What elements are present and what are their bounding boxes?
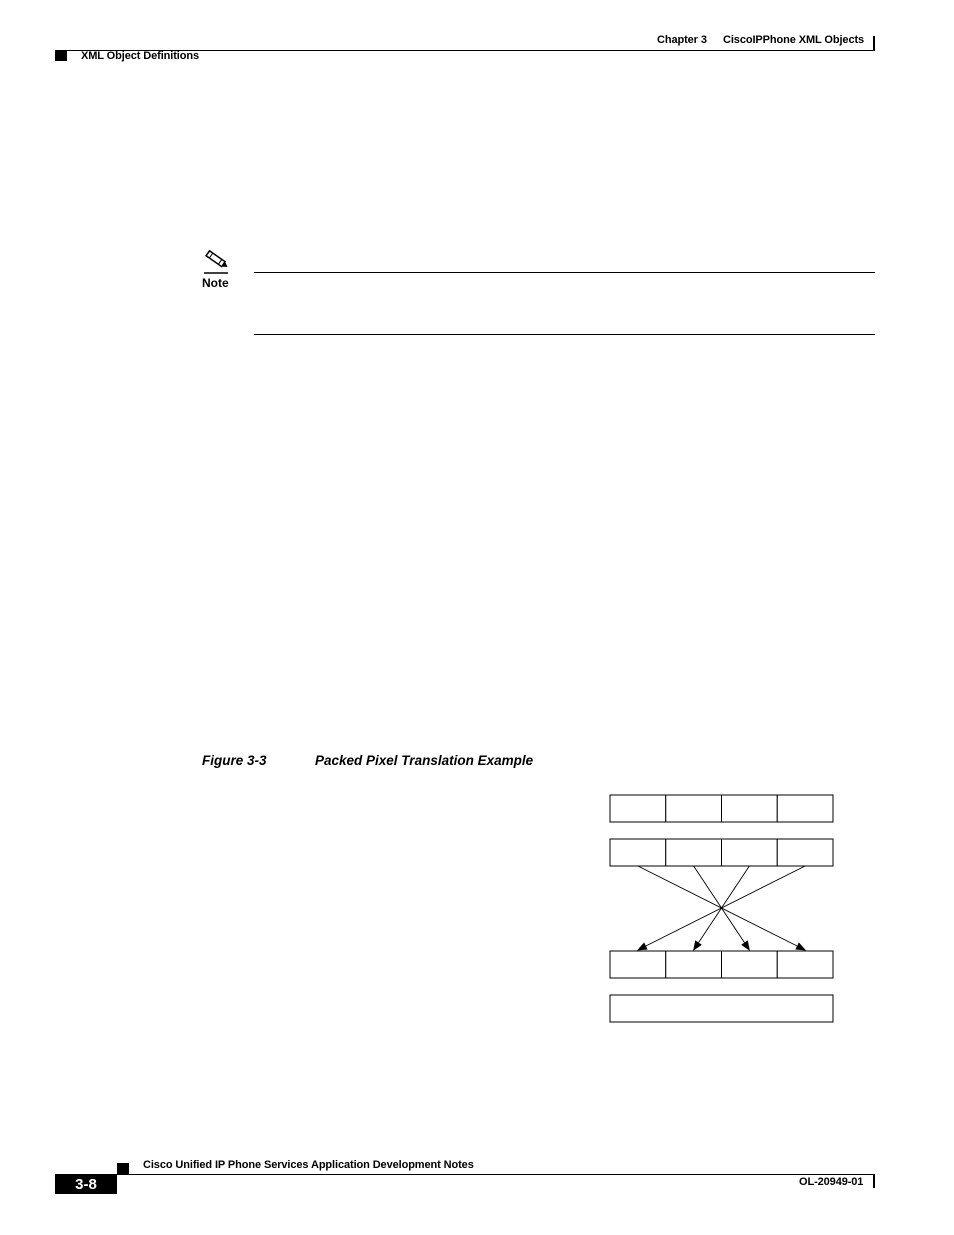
packed-pixel-diagram [600, 785, 850, 1030]
figure-title: Packed Pixel Translation Example [315, 753, 534, 768]
pixel-cell-row4-1 [610, 995, 833, 1022]
pixel-cell-row3-4 [777, 951, 833, 978]
page-number: 3-8 [55, 1174, 117, 1194]
pixel-cell-row2-3 [722, 839, 778, 866]
pixel-cell-row1-1 [610, 795, 666, 822]
footer-rule [117, 1174, 875, 1175]
pixel-cell-row2-2 [666, 839, 722, 866]
footer-marker [117, 1163, 129, 1174]
footer-doc-id: OL-20949-01 [799, 1176, 864, 1188]
note-bottom-rule [254, 334, 875, 335]
chapter-title: CiscoIPPhone XML Objects [723, 34, 865, 46]
section-marker [55, 50, 67, 61]
note-label: Note [202, 276, 229, 290]
pixel-cell-row1-4 [777, 795, 833, 822]
pixel-cell-row3-1 [610, 951, 666, 978]
pixel-cell-row3-2 [666, 951, 722, 978]
footer-book-title: Cisco Unified IP Phone Services Application Development Notes [143, 1159, 474, 1171]
header-right-bar [873, 36, 875, 51]
pixel-cell-row2-1 [610, 839, 666, 866]
pencil-note-icon [201, 249, 231, 275]
chapter-number: Chapter 3 [657, 34, 707, 46]
pixel-cell-row1-2 [666, 795, 722, 822]
figure-number: Figure 3-3 [202, 753, 267, 768]
pixel-cell-row3-3 [722, 951, 778, 978]
pixel-cell-row2-4 [777, 839, 833, 866]
section-title: XML Object Definitions [81, 50, 199, 62]
footer-right-bar [873, 1175, 875, 1188]
pixel-cell-row1-3 [722, 795, 778, 822]
note-top-rule [254, 272, 875, 273]
